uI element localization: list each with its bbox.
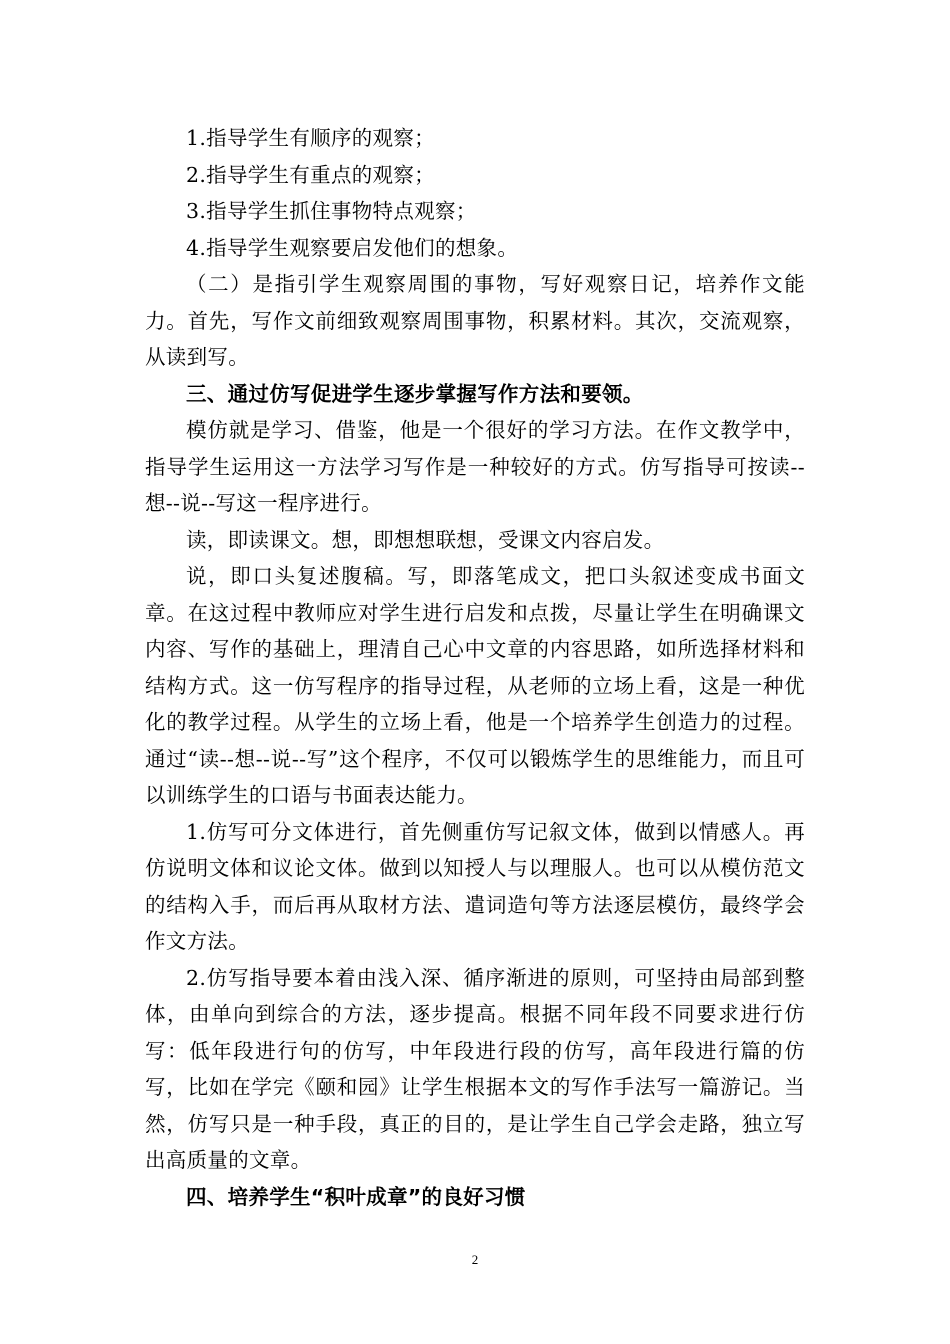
list-item-2: 2.指导学生有重点的观察； [186, 162, 435, 187]
paragraph-imitation-intro: 模仿就是学习、借鉴，他是一个很好的学习方法。在作文教学中，指导学生运用这一方法学习写作是一种较好的方式。仿写指导可按读--想--说--写这一程序进行。 [145, 418, 805, 515]
paragraph-genre-imitation: 1.仿写可分文体进行，首先侧重仿写记叙文体，做到以情感人。再仿说明文体和议论文体。做到以知授人与以理服人。也可以从模仿范文的结构入手，而后再从取材方法、遣词造句等方法逐层模仿，最终学会作文方法。 [145, 819, 805, 953]
list-item-3: 3.指导学生抓住事物特点观察； [186, 199, 477, 223]
paragraph-read-think: 读，即读课文。想，即想想联想，受课文内容启发。 [186, 527, 665, 552]
paragraph-observation-diary: （二）是指引学生观察周围的事物，写好观察日记，培养作文能力。首先，写作文前细致观察周围事物，积累材料。其次，交流观察，从读到写。 [145, 272, 805, 369]
section-heading-3: 三、通过仿写促进学生逐步掌握写作方法和要领。 [186, 381, 644, 406]
section-heading-4: 四、培养学生“积叶成章”的良好习惯 [186, 1184, 526, 1209]
document-body [145, 120, 805, 1215]
page-number: 2 [471, 1252, 479, 1267]
list-item-4: 4.指导学生观察要启发他们的想象。 [186, 235, 519, 260]
paragraph-speak-write: 说，即口头复述腹稿。写，即落笔成文，把口头叙述变成书面文章。在这过程中教师应对学生进行启发和点拨，尽量让学生在明确课文内容、写作的基础上，理清自己心中文章的内容思路，如所选择材料和结构方式。这一仿写程序的指导过程，从老师的立场上看，这是一种优化的教学过程。从学生的立场上看，他是一个培养学生创造力的过程。通过“读--想--说--写”这个程序，不仅可以锻炼学生的思维能力，而且可以训练学生的口语与书面表达能力。 [145, 564, 805, 807]
list-item-1: 1.指导学生有顺序的观察； [186, 126, 435, 150]
paragraph-gradual-imitation: 2.仿写指导要本着由浅入深、循序渐进的原则，可坚持由局部到整体，由单向到综合的方法，逐步提高。根据不同年段不同要求进行仿写：低年段进行句的仿写，中年段进行段的仿写，高年段进行篇的仿写，比如在学完《颐和园》让学生根据本文的写作手法写一篇游记。当然，仿写只是一种手段，真正的目的，是让学生自己学会走路，独立写出高质量的文章。 [145, 965, 805, 1172]
